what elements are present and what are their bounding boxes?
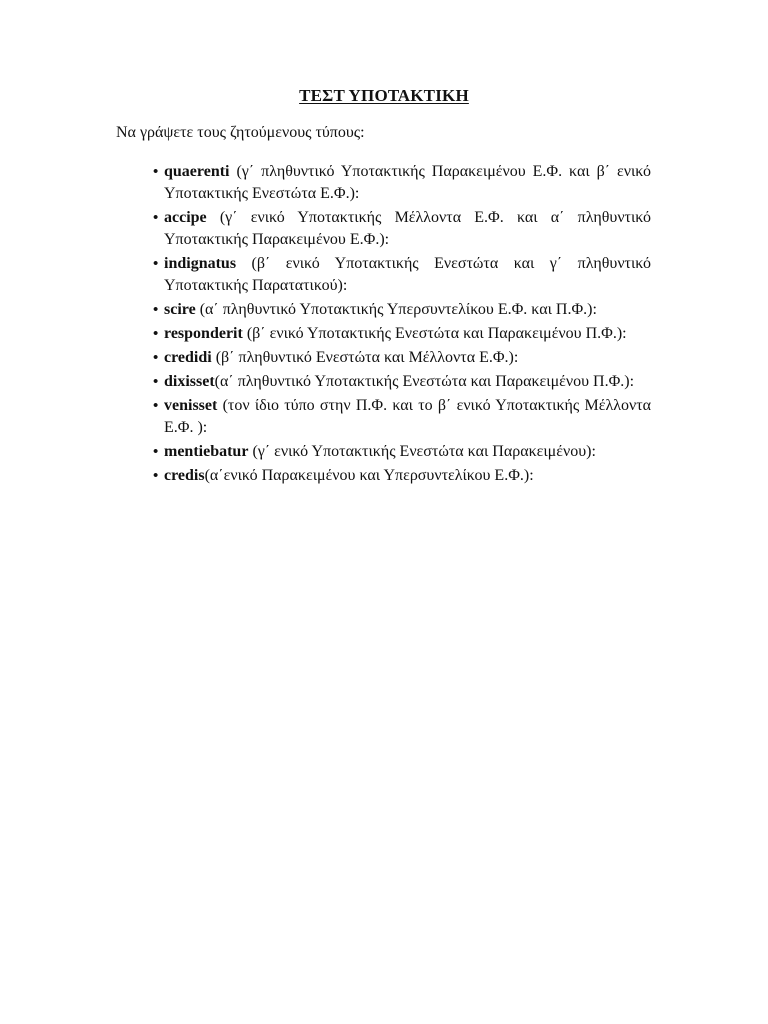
task-text: (γ΄ πληθυντικό Υποτακτικής Παρακειμένου Ε.Φ. και β΄ ενικό Υποτακτικής Ενεστώτα Ε.Φ.): — [164, 163, 651, 202]
latin-verb: venisset — [164, 397, 218, 414]
task-text: (α΄ενικό Παρακειμένου και Υπερσυντελίκου Ε.Φ.): — [204, 467, 534, 484]
bullet-icon: • — [153, 256, 159, 272]
instruction-text: Να γράψετε τους ζητούμενους τύπους: — [116, 124, 365, 141]
bullet-icon: • — [153, 398, 159, 414]
page-title: ΤΕΣΤ ΥΠΟΤΑΚΤΙΚΗ — [299, 86, 469, 105]
latin-verb: mentiebatur — [164, 443, 249, 460]
bullet-icon: • — [153, 164, 159, 180]
latin-verb: quaerenti — [164, 163, 230, 180]
latin-verb: credidi — [164, 349, 212, 366]
list-item — [153, 465, 651, 487]
latin-verb: responderit — [164, 325, 243, 342]
list-item — [153, 161, 651, 205]
exercise-list — [153, 161, 651, 489]
task-text: (α΄ πληθυντικό Υποτακτικής Ενεστώτα και Παρακειμένου Π.Φ.): — [214, 373, 635, 390]
task-text: (γ΄ ενικό Υποτακτικής Μέλλοντα Ε.Φ. και α΄ πληθυντικό Υποτακτικής Παρακειμένου Ε.Φ.): — [164, 209, 651, 248]
bullet-icon: • — [153, 374, 159, 390]
list-item — [153, 253, 651, 297]
bullet-icon: • — [153, 210, 159, 226]
list-item — [153, 323, 651, 345]
task-text: (α΄ πληθυντικό Υποτακτικής Υπερσυντελίκου Ε.Φ. και Π.Φ.): — [195, 301, 597, 318]
latin-verb: indignatus — [164, 255, 237, 272]
list-item — [153, 441, 651, 463]
bullet-icon: • — [153, 468, 159, 484]
list-item — [153, 299, 651, 321]
task-text: (β΄ πληθυντικό Ενεστώτα και Μέλλοντα Ε.Φ.): — [211, 349, 519, 366]
task-text: (τον ίδιο τύπο στην Π.Φ. και το β΄ ενικό Υποτακτικής Μέλλοντα Ε.Φ. ): — [164, 397, 651, 436]
task-text: (γ΄ ενικό Υποτακτικής Ενεστώτα και Παρακειμένου): — [248, 443, 596, 460]
bullet-icon: • — [153, 302, 159, 318]
bullet-icon: • — [153, 350, 159, 366]
latin-verb: accipe — [164, 209, 207, 226]
list-item — [153, 347, 651, 369]
latin-verb: credis — [164, 467, 205, 484]
latin-verb: scire — [164, 301, 196, 318]
bullet-icon: • — [153, 326, 159, 342]
task-text: (β΄ ενικό Υποτακτικής Ενεστώτα και γ΄ πληθυντικό Υποτακτικής Παρατατικού): — [164, 255, 651, 294]
list-item — [153, 371, 651, 393]
task-text: (β΄ ενικό Υποτακτικής Ενεστώτα και Παρακειμένου Π.Φ.): — [242, 325, 627, 342]
latin-verb: dixisset — [164, 373, 215, 390]
list-item — [153, 207, 651, 251]
bullet-icon: • — [153, 444, 159, 460]
list-item — [153, 395, 651, 439]
